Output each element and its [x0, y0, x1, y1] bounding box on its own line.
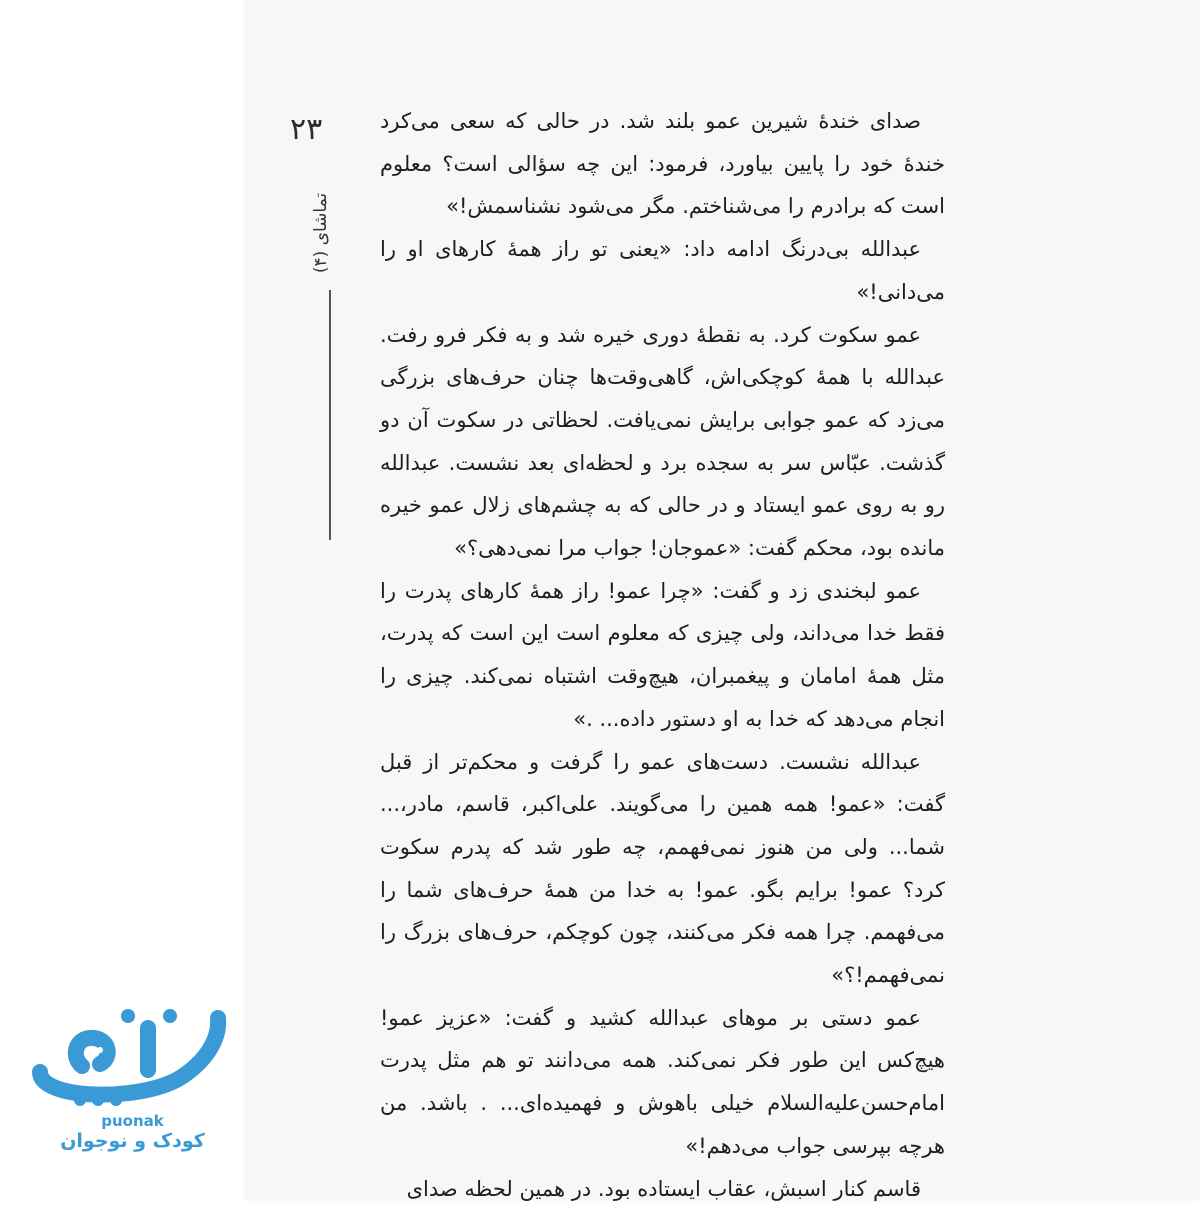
running-head: تماشای (۴) — [311, 192, 331, 274]
body-text — [380, 100, 945, 1210]
side-rule — [329, 290, 331, 540]
paragraph: عمو لبخندی زد و گفت: «چرا عمو! راز همهٔ کارهای پدرت را فقط خدا می‌داند، ولی چیزی که معلوم است این است که پدرت، مثل همهٔ امامان و پیغمبران، هیچ‌وقت اشتباه نمی‌کند. چیزی را انجام می‌دهد که خدا به او دستور داده... .» — [380, 578, 945, 731]
paragraph: عبدالله نشست. دست‌های عمو را گرفت و محکم‌تر از قبل گفت: «عمو! همه همین را می‌گویند. علی‌اکبر، قاسم، مادر،... شما... ولی من هنوز نمی‌فهمم، چه طور شد که پدرم سکوت کرد؟ عمو! برایم بگو. عمو! به خدا من همهٔ حرف‌های شما را می‌فهمم. چرا همه فکر می‌کنند، چون کوچکم، حرف‌های بزرگ را نمی‌فهمم!؟» — [380, 749, 945, 988]
paragraph: قاسم کنار اسبش، عقاب ایستاده بود. در همین لحظه صدای — [406, 1176, 921, 1201]
paragraph: عمو دستی بر موهای عبدالله کشید و گفت: «عزیز عمو! هیچ‌کس این طور فکر نمی‌کند. همه می‌دانند تو هم مثل پدرت امام‌حسن‌علیه‌السلام خیلی باهوش و فهمیده‌ای... . باشد. من هرچه بپرسی جواب می‌دهم!» — [380, 1005, 945, 1158]
paragraph: عمو سکوت کرد. به نقطهٔ دوری خیره شد و به فکر فرو رفت. عبدالله با همهٔ کوچکی‌اش، گاهی‌وقت‌ها چنان حرف‌های بزرگی می‌زد که عمو جوابی برایش نمی‌یافت. لحظاتی در سکوت آن دو گذشت. عبّاس سر به سجده برد و لحظه‌ای بعد نشست. عبدالله رو به روی عمو ایستاد و در حالی که به چشم‌های زلال عمو خیره مانده بود، محکم گفت: «عموجان! جواب مرا نمی‌دهی؟» — [380, 322, 945, 561]
paragraph: صدای خندهٔ شیرین عمو بلند شد. در حالی که سعی می‌کرد خندهٔ خود را پایین بیاورد، فرمود: این چه سؤالی است؟ معلوم است که برادرم را می‌شناختم. مگر می‌شود نشناسمش!» — [380, 109, 945, 219]
paragraph: عبدالله بی‌درنگ ادامه داد: «یعنی تو راز همهٔ کارهای او را می‌دانی!» — [380, 237, 945, 304]
puonak-logo — [20, 1000, 245, 1160]
page-number: ۲۳ — [290, 112, 323, 147]
logo-latin-text: puonak — [101, 1112, 164, 1130]
puonak-logo-mark — [20, 1000, 245, 1110]
logo-tagline: کودک و نوجوان — [60, 1130, 205, 1152]
